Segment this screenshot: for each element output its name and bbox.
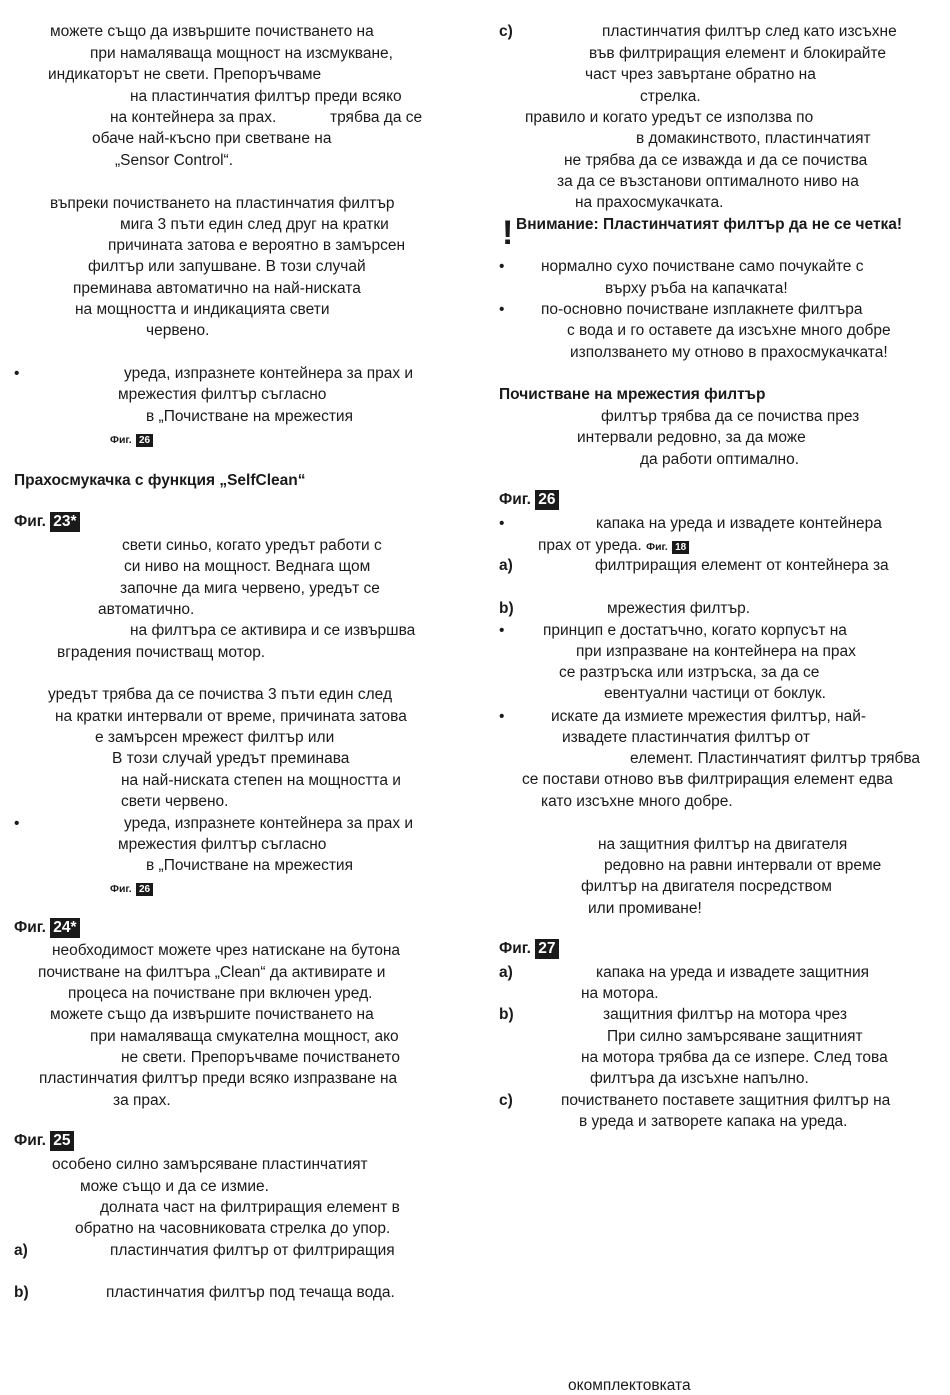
text-line: е замърсен мрежест филтър или [95, 729, 335, 746]
text-line: в „Почистване на мрежестия [146, 408, 353, 425]
text-line: уреда, изпразнете контейнера за прах и [124, 365, 414, 382]
text-line: пластинчатия филтър преди всяко изпразване на [39, 1070, 398, 1087]
text-line: като изсъхне много добре. [541, 793, 733, 810]
text-line: почистване на филтъра „Clean“ да активирате и [38, 964, 386, 981]
text-line: уредът трябва да се почиства 3 пъти един след [48, 686, 393, 703]
text-line: при намаляваща смукателна мощност, ако [90, 1028, 399, 1045]
section-heading: Прахосмукачка с функция „SelfClean“ [14, 472, 306, 489]
text-line: се разтръска или изтръска, за да се [559, 664, 820, 681]
section-heading: Почистване на мрежестия филтър [499, 386, 766, 403]
text-line: или промиване! [588, 900, 702, 917]
bullet-icon: • [499, 515, 505, 532]
text-line: обаче най-късно при светване на [92, 130, 332, 147]
text-line: „Sensor Control“. [115, 152, 234, 169]
text-line: на пластинчатия филтър преди всяко [130, 88, 402, 105]
text-line: червено. [146, 322, 210, 339]
text-line: защитния филтър на мотора чрез [603, 1006, 847, 1023]
bullet-icon: • [499, 708, 505, 725]
text-line: мрежестия филтър съгласно [118, 386, 327, 403]
text-line: мрежестия филтър съгласно [118, 836, 327, 853]
text-line: правило и когато уредът се използва по [525, 109, 814, 126]
text-line: свети синьо, когато уредът работи с [122, 537, 382, 554]
text-line: въпреки почистването на пластинчатия филтър [50, 195, 395, 212]
text-line: нормално сухо почистване само почукайте с [541, 258, 864, 275]
step-marker: c) [499, 1092, 513, 1109]
text-line: почистването поставете защитния филтър на [561, 1092, 891, 1109]
text-line: филтър на двигателя посредством [581, 878, 832, 895]
text-line: можете също да извършите почистването на [50, 23, 374, 40]
bullet-icon: • [499, 622, 505, 639]
step-marker: a) [14, 1242, 28, 1259]
text-line: в домакинството, пластинчатият [636, 130, 871, 147]
text-line: на контейнера за прах. [110, 109, 277, 126]
figure-label: Фиг. 27 [499, 939, 559, 959]
text-line: елемент. Пластинчатият филтър трябва [630, 750, 921, 767]
text-line: искате да измиете мрежестия филтър, най- [551, 708, 867, 725]
figure-label: Фиг. 26 [499, 490, 559, 510]
text-line: индикаторът не свети. Препоръчваме [48, 66, 322, 83]
text-line: с вода и го оставете да изсъхне много добре [567, 322, 891, 339]
footer-text: окомплектовката [568, 1377, 691, 1394]
text-line: на кратки интервали от време, причината затова [55, 708, 407, 725]
text-line: пластинчатия филтър след като изсъхне [602, 23, 897, 40]
text-line: на мотора трябва да се изпере. След това [581, 1049, 888, 1066]
figure-label: Фиг. 24* [14, 918, 80, 938]
text-line: вградения почистващ мотор. [57, 644, 266, 661]
text-line: филтър трябва да се почиства през [601, 408, 860, 425]
text-line: част чрез завъртане обратно на [585, 66, 816, 83]
text-line: В този случай уредът преминава [112, 750, 350, 767]
text-line: При силно замърсяване защитният [607, 1028, 863, 1045]
figure-reference: Фиг. 26 [110, 430, 153, 449]
warning-icon: ! [502, 214, 514, 252]
text-line: мрежестия филтър. [607, 600, 751, 617]
text-line: пластинчатия филтър под течаща вода. [106, 1284, 395, 1301]
text-line: в уреда и затворете капака на уреда. [579, 1113, 848, 1130]
text-line: долната част на филтриращия елемент в [100, 1199, 400, 1216]
text-line: си ниво на мощност. Веднага щом [124, 558, 371, 575]
text-line: във филтриращия елемент и блокирайте [589, 45, 887, 62]
text-line: пластинчатия филтър от филтриращия [110, 1242, 395, 1259]
text-line: започне да мига червено, уредът се [120, 580, 380, 597]
text-line: за да се възстанови оптималното ниво на [557, 173, 859, 190]
bullet-icon: • [14, 815, 20, 832]
text-line: при намаляваща мощност на изсмукване, [90, 45, 393, 62]
text-line: филтър или запушване. В този случай [88, 258, 366, 275]
bullet-icon: • [499, 258, 505, 275]
text-line: уреда, изпразнете контейнера за прах и [124, 815, 414, 832]
text-line: причината затова е вероятно в замърсен [108, 237, 406, 254]
text-line: филтъра да изсъхне напълно. [590, 1070, 809, 1087]
text-line: на филтъра се активира и се извършва [130, 622, 416, 639]
text-line: автоматично. [98, 601, 195, 618]
text-line: на мотора. [581, 985, 659, 1002]
figure-label: Фиг. 25 [14, 1131, 74, 1151]
figure-label: Фиг. 23* [14, 512, 80, 532]
step-marker: b) [499, 600, 514, 617]
text-line: върху ръба на капачката! [605, 280, 788, 297]
text-line: на прахосмукачката. [575, 194, 724, 211]
text-line: процеса на почистване при включен уред. [68, 985, 373, 1002]
text-line: не трябва да се изважда и да се почиства [564, 152, 868, 169]
text-line: принцип е достатъчно, когато корпусът на [543, 622, 847, 639]
text-line: на най-ниската степен на мощността и [121, 772, 401, 789]
text-line: на мощността и индикацията свети [75, 301, 330, 318]
text-line: особено силно замърсяване пластинчатият [52, 1156, 368, 1173]
text-line: извадете пластинчатия филтър от [562, 729, 810, 746]
text-line: капака на уреда и извадете защитния [596, 964, 869, 981]
text-line: евентуални частици от боклук. [604, 685, 826, 702]
bullet-icon: • [14, 365, 20, 382]
step-marker: b) [499, 1006, 514, 1023]
text-line: в „Почистване на мрежестия [146, 857, 353, 874]
text-line: мига 3 пъти един след друг на кратки [120, 216, 389, 233]
text-line: преминава автоматично на най-ниската [73, 280, 361, 297]
text-line: при изпразване на контейнера на прах [576, 643, 856, 660]
text-line: да работи оптимално. [640, 451, 800, 468]
text-line: трябва да се [330, 109, 423, 126]
step-marker: b) [14, 1284, 29, 1301]
text-line: можете също да извършите почистването на [50, 1006, 374, 1023]
text-line: прах от уреда. Фиг. 18 [538, 537, 689, 556]
text-line: обратно на часовниковата стрелка до упор. [75, 1220, 391, 1237]
text-line: може също и да се измие. [80, 1178, 269, 1195]
text-line: филтриращия елемент от контейнера за [595, 557, 889, 574]
text-line: по-основно почистване изплакнете филтъра [541, 301, 863, 318]
text-line: на защитния филтър на двигателя [598, 836, 848, 853]
text-line: използването му отново в прахосмукачката! [570, 344, 888, 361]
bullet-icon: • [499, 301, 505, 318]
figure-reference: Фиг. 26 [110, 879, 153, 898]
text-line: не свети. Препоръчваме почистването [121, 1049, 400, 1066]
text-line: стрелка. [640, 88, 701, 105]
text-line: редовно на равни интервали от време [604, 857, 882, 874]
text-line: капака на уреда и извадете контейнера [596, 515, 882, 532]
step-marker: a) [499, 964, 513, 981]
text-line: интервали редовно, за да може [577, 429, 806, 446]
text-line: свети червено. [121, 793, 229, 810]
text-line: необходимост можете чрез натискане на бутона [52, 942, 401, 959]
text-line: се постави отново във филтриращия елемент едва [522, 771, 893, 788]
step-marker: c) [499, 23, 513, 40]
warning-text: Внимание: Пластинчатият филтър да не се четка! [516, 216, 903, 233]
step-marker: a) [499, 557, 513, 574]
text-line: за прах. [113, 1092, 171, 1109]
